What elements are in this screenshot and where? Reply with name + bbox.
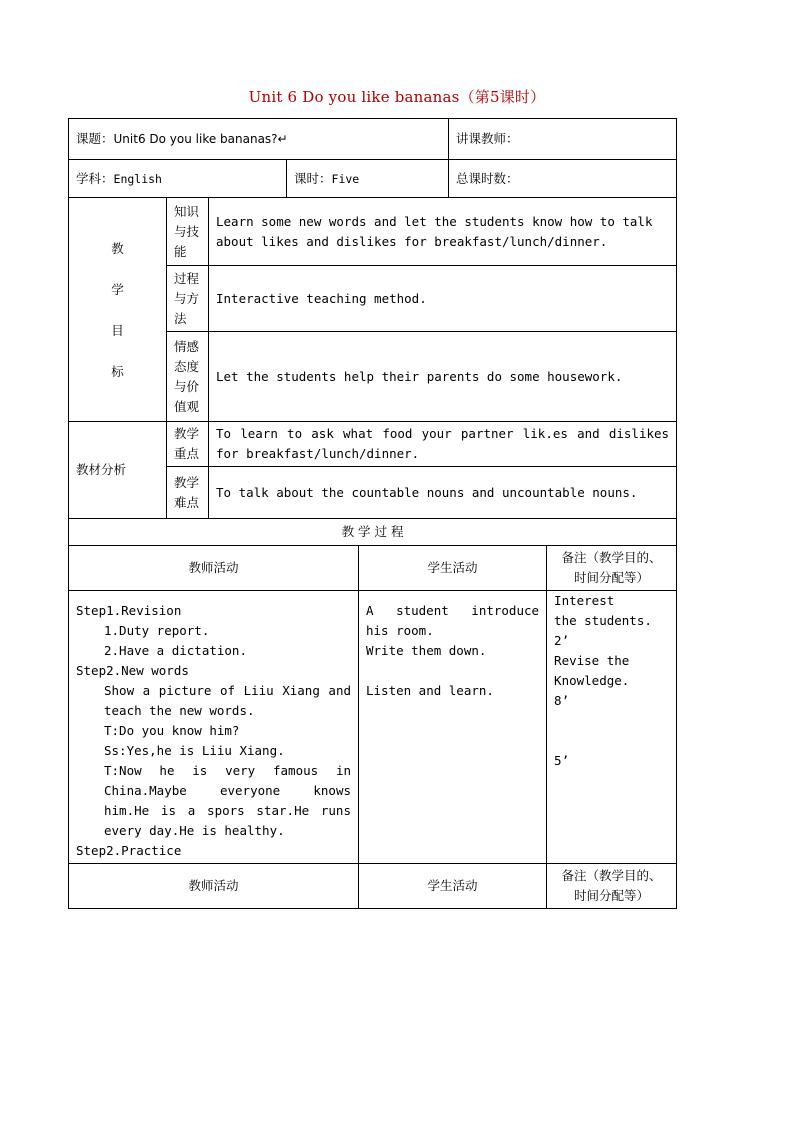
page-title: Unit 6 Do you like bananas（第5课时） [248, 88, 546, 106]
objectives-side-label: 教 学 目 标 [69, 198, 167, 422]
analysis-label: 教学 难点 [167, 467, 209, 519]
student-activity-header: 学生活动 [359, 546, 547, 591]
analysis-row [69, 422, 677, 467]
notes-header: 备注（教学目的、 时间分配等） [547, 546, 677, 591]
total-lessons-cell [449, 160, 677, 198]
topic-value: Unit6 Do you like bananas?↵ [113, 132, 288, 146]
lesson-value: Five [331, 171, 360, 186]
notes-header: 备注（教学目的、 时间分配等） [547, 864, 677, 909]
teacher-label: 讲课教师： [456, 131, 519, 146]
objective-content: Let the students help their parents do some housework. [209, 332, 677, 422]
process-content-row [69, 591, 677, 864]
analysis-content: To talk about the countable nouns and uncountable nouns. [209, 467, 677, 519]
analysis-side-label: 教材分析 [69, 422, 167, 519]
lesson-label: 课时： [294, 170, 332, 186]
objective-content: Interactive teaching method. [209, 266, 677, 332]
lesson-plan-table [68, 118, 677, 909]
subject-row [69, 160, 677, 198]
objective-row [69, 198, 677, 266]
teacher-activity-header: 教师活动 [69, 864, 359, 909]
teacher-cell [449, 119, 677, 160]
topic-label: 课题： [76, 131, 114, 146]
total-lessons-label: 总课时数： [456, 170, 519, 186]
process-columns-row [69, 546, 677, 591]
topic-cell [69, 119, 449, 160]
objective-label: 情感 态度 与价 值观 [167, 332, 209, 422]
lesson-cell [287, 160, 449, 198]
notes-content: Interest the students. 2’ Revise the Knowledge. 8’ 5’ [547, 591, 677, 864]
process-columns-row-repeat [69, 864, 677, 909]
teacher-activity-content: Step1.Revision 1.Duty report. 2.Have a dictation. Step2.New words Show a picture of Liiu Xiang and teach the new words. T:Do you know him? Ss:Yes,he is Liiu Xiang. T:Now he is very famous in China.Maybe everyone knows him.He is a spors star.He runs every day.He is healthy. Step2.Practice [69, 591, 359, 864]
student-activity-header: 学生活动 [359, 864, 547, 909]
objective-content: Learn some new words and let the students know how to talk about likes and dislikes for breakfast/lunch/dinner. [209, 198, 677, 266]
process-heading: 教 学 过 程 [69, 519, 677, 546]
topic-row [69, 119, 677, 160]
teacher-activity-header: 教师活动 [69, 546, 359, 591]
student-activity-content: A student introduce his room. Write them down. Listen and learn. [359, 591, 547, 864]
objective-label: 知识 与技 能 [167, 198, 209, 266]
subject-label: 学科： [76, 170, 114, 186]
analysis-content: To learn to ask what food your partner lik.es and dislikes for breakfast/lunch/dinner. [209, 422, 677, 467]
analysis-label: 教学 重点 [167, 422, 209, 467]
subject-cell [69, 160, 287, 198]
objective-label: 过程 与方 法 [167, 266, 209, 332]
subject-value: English [113, 171, 162, 186]
process-heading-row [69, 519, 677, 546]
